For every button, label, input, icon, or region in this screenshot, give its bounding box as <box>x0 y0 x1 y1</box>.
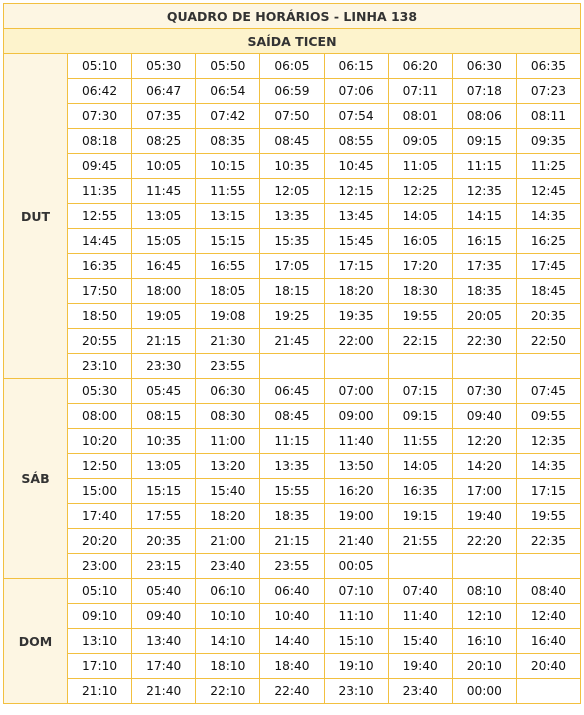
time-cell: 23:00 <box>68 554 132 579</box>
time-cell: 23:10 <box>68 354 132 379</box>
time-cell: 21:30 <box>196 329 260 354</box>
time-cell: 20:40 <box>516 654 580 679</box>
time-cell: 06:20 <box>388 54 452 79</box>
time-cell: 13:45 <box>324 204 388 229</box>
time-cell: 11:15 <box>260 429 324 454</box>
table-row <box>4 529 581 554</box>
time-cell: 09:45 <box>68 154 132 179</box>
table-row <box>4 379 581 404</box>
time-cell: 07:23 <box>516 79 580 104</box>
time-cell: 20:35 <box>516 304 580 329</box>
schedule-table-container <box>3 3 581 704</box>
time-cell: 12:35 <box>452 179 516 204</box>
time-cell: 16:05 <box>388 229 452 254</box>
time-cell: 08:11 <box>516 104 580 129</box>
time-cell: 12:40 <box>516 604 580 629</box>
time-cell: 05:30 <box>132 54 196 79</box>
time-cell: 15:10 <box>324 629 388 654</box>
day-type-label: DOM <box>4 579 68 704</box>
time-cell <box>324 354 388 379</box>
time-cell: 07:00 <box>324 379 388 404</box>
time-cell <box>260 354 324 379</box>
time-cell: 13:35 <box>260 454 324 479</box>
time-cell: 08:45 <box>260 404 324 429</box>
time-cell: 18:20 <box>324 279 388 304</box>
time-cell: 16:55 <box>196 254 260 279</box>
table-row <box>4 429 581 454</box>
time-cell: 15:55 <box>260 479 324 504</box>
time-cell: 17:20 <box>388 254 452 279</box>
time-cell: 06:05 <box>260 54 324 79</box>
time-cell: 15:40 <box>196 479 260 504</box>
time-cell: 07:40 <box>388 579 452 604</box>
time-cell <box>516 679 580 704</box>
time-cell: 05:50 <box>196 54 260 79</box>
time-cell: 07:10 <box>324 579 388 604</box>
table-row <box>4 654 581 679</box>
time-cell: 17:10 <box>68 654 132 679</box>
time-cell: 11:40 <box>324 429 388 454</box>
time-cell: 18:10 <box>196 654 260 679</box>
time-cell: 21:15 <box>132 329 196 354</box>
time-cell: 23:30 <box>132 354 196 379</box>
time-cell: 08:15 <box>132 404 196 429</box>
time-cell: 20:20 <box>68 529 132 554</box>
time-cell: 00:05 <box>324 554 388 579</box>
time-cell: 19:00 <box>324 504 388 529</box>
time-cell: 12:55 <box>68 204 132 229</box>
time-cell: 17:15 <box>516 479 580 504</box>
table-row <box>4 479 581 504</box>
time-cell <box>516 554 580 579</box>
time-cell: 06:30 <box>452 54 516 79</box>
time-cell: 14:20 <box>452 454 516 479</box>
time-cell: 19:40 <box>452 504 516 529</box>
time-cell: 17:40 <box>132 654 196 679</box>
time-cell: 11:40 <box>388 604 452 629</box>
table-row <box>4 229 581 254</box>
time-cell: 15:00 <box>68 479 132 504</box>
time-cell: 22:00 <box>324 329 388 354</box>
time-cell: 11:45 <box>132 179 196 204</box>
time-cell: 22:35 <box>516 529 580 554</box>
time-cell: 17:40 <box>68 504 132 529</box>
subtitle-row <box>4 29 581 54</box>
time-cell: 06:54 <box>196 79 260 104</box>
time-cell: 10:35 <box>132 429 196 454</box>
time-cell: 06:30 <box>196 379 260 404</box>
time-cell: 20:10 <box>452 654 516 679</box>
time-cell: 15:35 <box>260 229 324 254</box>
time-cell: 15:45 <box>324 229 388 254</box>
time-cell: 18:30 <box>388 279 452 304</box>
schedule-body <box>4 4 581 704</box>
time-cell: 18:50 <box>68 304 132 329</box>
time-cell: 23:55 <box>260 554 324 579</box>
time-cell: 07:30 <box>68 104 132 129</box>
time-cell: 16:25 <box>516 229 580 254</box>
time-cell: 08:55 <box>324 129 388 154</box>
time-cell: 20:55 <box>68 329 132 354</box>
table-row <box>4 629 581 654</box>
time-cell: 14:45 <box>68 229 132 254</box>
time-cell: 21:15 <box>260 529 324 554</box>
title-row <box>4 4 581 29</box>
time-cell: 06:42 <box>68 79 132 104</box>
time-cell: 17:50 <box>68 279 132 304</box>
time-cell: 05:10 <box>68 54 132 79</box>
time-cell: 22:15 <box>388 329 452 354</box>
time-cell: 07:54 <box>324 104 388 129</box>
time-cell: 23:10 <box>324 679 388 704</box>
time-cell: 07:06 <box>324 79 388 104</box>
time-cell <box>388 354 452 379</box>
time-cell: 10:20 <box>68 429 132 454</box>
table-row <box>4 304 581 329</box>
time-cell: 14:10 <box>196 629 260 654</box>
time-cell: 23:40 <box>388 679 452 704</box>
time-cell: 21:55 <box>388 529 452 554</box>
time-cell: 10:15 <box>196 154 260 179</box>
time-cell: 22:10 <box>196 679 260 704</box>
time-cell: 09:40 <box>452 404 516 429</box>
time-cell: 13:10 <box>68 629 132 654</box>
time-cell: 18:35 <box>260 504 324 529</box>
time-cell: 09:10 <box>68 604 132 629</box>
table-row <box>4 79 581 104</box>
time-cell: 17:45 <box>516 254 580 279</box>
time-cell: 05:45 <box>132 379 196 404</box>
time-cell: 11:15 <box>452 154 516 179</box>
time-cell: 11:00 <box>196 429 260 454</box>
time-cell: 21:00 <box>196 529 260 554</box>
time-cell: 08:06 <box>452 104 516 129</box>
time-cell: 12:25 <box>388 179 452 204</box>
table-row <box>4 104 581 129</box>
time-cell: 08:35 <box>196 129 260 154</box>
table-row <box>4 354 581 379</box>
time-cell: 12:20 <box>452 429 516 454</box>
time-cell: 14:15 <box>452 204 516 229</box>
time-cell: 06:10 <box>196 579 260 604</box>
time-cell <box>452 554 516 579</box>
table-row <box>4 404 581 429</box>
time-cell: 07:11 <box>388 79 452 104</box>
table-row <box>4 279 581 304</box>
time-cell: 09:05 <box>388 129 452 154</box>
time-cell: 20:05 <box>452 304 516 329</box>
time-cell: 18:15 <box>260 279 324 304</box>
time-cell: 23:40 <box>196 554 260 579</box>
time-cell: 16:15 <box>452 229 516 254</box>
time-cell: 17:15 <box>324 254 388 279</box>
time-cell: 11:35 <box>68 179 132 204</box>
time-cell: 18:35 <box>452 279 516 304</box>
time-cell: 19:35 <box>324 304 388 329</box>
time-cell: 15:05 <box>132 229 196 254</box>
time-cell: 12:05 <box>260 179 324 204</box>
time-cell: 21:40 <box>324 529 388 554</box>
time-cell: 22:30 <box>452 329 516 354</box>
day-type-label: DUT <box>4 54 68 379</box>
time-cell: 16:35 <box>388 479 452 504</box>
time-cell: 19:40 <box>388 654 452 679</box>
table-row <box>4 504 581 529</box>
table-row <box>4 329 581 354</box>
time-cell <box>516 354 580 379</box>
time-cell: 13:20 <box>196 454 260 479</box>
time-cell: 19:25 <box>260 304 324 329</box>
time-cell: 07:35 <box>132 104 196 129</box>
time-cell: 14:35 <box>516 204 580 229</box>
time-cell: 09:55 <box>516 404 580 429</box>
time-cell: 06:59 <box>260 79 324 104</box>
time-cell: 22:40 <box>260 679 324 704</box>
time-cell: 19:05 <box>132 304 196 329</box>
time-cell: 05:30 <box>68 379 132 404</box>
time-cell: 11:25 <box>516 154 580 179</box>
time-cell: 06:47 <box>132 79 196 104</box>
table-row <box>4 129 581 154</box>
table-row <box>4 179 581 204</box>
time-cell: 23:55 <box>196 354 260 379</box>
time-cell: 12:45 <box>516 179 580 204</box>
time-cell: 10:40 <box>260 604 324 629</box>
time-cell: 18:20 <box>196 504 260 529</box>
time-cell: 09:35 <box>516 129 580 154</box>
time-cell: 20:35 <box>132 529 196 554</box>
time-cell: 11:10 <box>324 604 388 629</box>
time-cell: 14:05 <box>388 204 452 229</box>
time-cell: 16:10 <box>452 629 516 654</box>
time-cell: 09:15 <box>452 129 516 154</box>
time-cell: 15:40 <box>388 629 452 654</box>
time-cell: 11:55 <box>196 179 260 204</box>
table-row <box>4 454 581 479</box>
time-cell: 23:15 <box>132 554 196 579</box>
time-cell: 15:15 <box>196 229 260 254</box>
time-cell: 19:10 <box>324 654 388 679</box>
time-cell: 12:35 <box>516 429 580 454</box>
table-row <box>4 579 581 604</box>
time-cell: 13:15 <box>196 204 260 229</box>
time-cell: 06:15 <box>324 54 388 79</box>
time-cell: 21:40 <box>132 679 196 704</box>
time-cell: 13:05 <box>132 204 196 229</box>
time-cell: 08:40 <box>516 579 580 604</box>
time-cell: 08:18 <box>68 129 132 154</box>
time-cell: 10:05 <box>132 154 196 179</box>
schedule-subtitle: SAÍDA TICEN <box>4 29 581 54</box>
time-cell: 16:20 <box>324 479 388 504</box>
time-cell: 17:35 <box>452 254 516 279</box>
time-cell: 14:05 <box>388 454 452 479</box>
time-cell: 16:35 <box>68 254 132 279</box>
time-cell <box>452 354 516 379</box>
day-type-label: SÁB <box>4 379 68 579</box>
table-row <box>4 204 581 229</box>
time-cell: 12:10 <box>452 604 516 629</box>
time-cell: 18:00 <box>132 279 196 304</box>
time-cell: 19:08 <box>196 304 260 329</box>
time-cell <box>388 554 452 579</box>
time-cell: 19:55 <box>516 504 580 529</box>
time-cell: 07:42 <box>196 104 260 129</box>
time-cell: 07:50 <box>260 104 324 129</box>
time-cell: 08:10 <box>452 579 516 604</box>
time-cell: 08:45 <box>260 129 324 154</box>
time-cell: 10:10 <box>196 604 260 629</box>
time-cell: 13:05 <box>132 454 196 479</box>
time-cell: 22:20 <box>452 529 516 554</box>
time-cell: 08:30 <box>196 404 260 429</box>
time-cell: 05:40 <box>132 579 196 604</box>
time-cell: 12:15 <box>324 179 388 204</box>
time-cell: 12:50 <box>68 454 132 479</box>
time-cell: 17:05 <box>260 254 324 279</box>
time-cell: 19:15 <box>388 504 452 529</box>
table-row <box>4 604 581 629</box>
time-cell: 16:45 <box>132 254 196 279</box>
time-cell: 13:50 <box>324 454 388 479</box>
time-cell: 17:00 <box>452 479 516 504</box>
time-cell: 17:55 <box>132 504 196 529</box>
time-cell: 11:05 <box>388 154 452 179</box>
table-row <box>4 254 581 279</box>
time-cell: 10:45 <box>324 154 388 179</box>
table-row <box>4 554 581 579</box>
schedule-table <box>3 3 581 704</box>
time-cell: 06:35 <box>516 54 580 79</box>
time-cell: 13:35 <box>260 204 324 229</box>
time-cell: 08:00 <box>68 404 132 429</box>
time-cell: 07:30 <box>452 379 516 404</box>
time-cell: 08:25 <box>132 129 196 154</box>
time-cell: 13:40 <box>132 629 196 654</box>
time-cell: 09:40 <box>132 604 196 629</box>
time-cell: 05:10 <box>68 579 132 604</box>
time-cell: 06:45 <box>260 379 324 404</box>
time-cell: 08:01 <box>388 104 452 129</box>
time-cell: 00:00 <box>452 679 516 704</box>
time-cell: 18:40 <box>260 654 324 679</box>
time-cell: 07:45 <box>516 379 580 404</box>
time-cell: 18:45 <box>516 279 580 304</box>
table-row <box>4 679 581 704</box>
time-cell: 16:40 <box>516 629 580 654</box>
time-cell: 18:05 <box>196 279 260 304</box>
time-cell: 19:55 <box>388 304 452 329</box>
schedule-title: QUADRO DE HORÁRIOS - LINHA 138 <box>4 4 581 29</box>
time-cell: 09:15 <box>388 404 452 429</box>
table-row <box>4 154 581 179</box>
time-cell: 09:00 <box>324 404 388 429</box>
time-cell: 11:55 <box>388 429 452 454</box>
time-cell: 14:35 <box>516 454 580 479</box>
time-cell: 07:18 <box>452 79 516 104</box>
time-cell: 21:10 <box>68 679 132 704</box>
time-cell: 22:50 <box>516 329 580 354</box>
time-cell: 15:15 <box>132 479 196 504</box>
time-cell: 14:40 <box>260 629 324 654</box>
time-cell: 07:15 <box>388 379 452 404</box>
time-cell: 21:45 <box>260 329 324 354</box>
table-row <box>4 54 581 79</box>
time-cell: 06:40 <box>260 579 324 604</box>
time-cell: 10:35 <box>260 154 324 179</box>
